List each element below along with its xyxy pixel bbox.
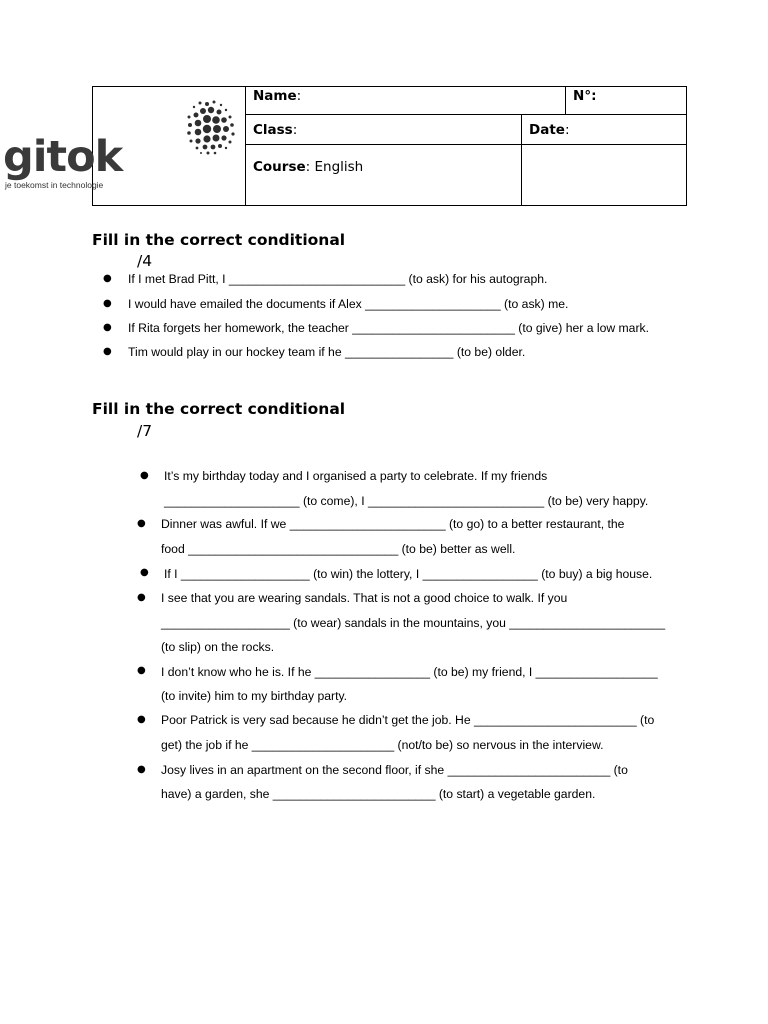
logo-wordmark: gitok [3, 132, 123, 182]
bullet-icon: ● [137, 592, 146, 603]
section2-line: Dinner was awful. If we _______________________ (to go) to a better restaurant, the [161, 517, 625, 531]
date-field[interactable]: Date: [522, 115, 687, 145]
number-field[interactable] [566, 87, 687, 115]
section2-title: Fill in the correct conditional [92, 400, 346, 418]
section2-line: ___________________ (to wear) sandals in the mountains, you _______________________ [161, 616, 666, 630]
section2-line: I see that you are wearing sandals. That is not a good choice to walk. If you [161, 591, 568, 605]
section1-title: Fill in the correct conditional [92, 231, 346, 249]
class-label: Class [253, 121, 293, 138]
name-field[interactable]: Name: [246, 87, 566, 115]
section2-line: have) a garden, she ________________________ (to start) a vegetable garden. [161, 787, 596, 801]
name-label: Name [253, 88, 297, 104]
bullet-icon: ● [140, 567, 149, 578]
bullet-icon: ● [140, 470, 149, 481]
section2-line: (to invite) him to my birthday party. [161, 689, 348, 703]
bullet-icon: ● [137, 518, 146, 529]
course-field [246, 145, 522, 206]
course-label: Course [253, 159, 306, 175]
section2-line: Josy lives in an apartment on the second floor, if she ________________________ (to [161, 763, 628, 777]
number-label: N°: [573, 88, 597, 104]
section2-line: I don’t know who he is. If he _________________ (to be) my friend, I __________________ [161, 665, 658, 679]
bullet-icon: ● [103, 322, 112, 333]
section1-item: If Rita forgets her homework, the teacher ________________________ (to give) her a low mark. [128, 321, 649, 335]
bullet-icon: ● [103, 298, 112, 309]
gitok-logo-dots-icon [178, 97, 236, 157]
bullet-icon: ● [137, 764, 146, 775]
section2-line: It’s my birthday today and I organised a party to celebrate. If my friends [164, 469, 548, 483]
section1-item: If I met Brad Pitt, I __________________________ (to ask) for his autograph. [128, 272, 548, 286]
bullet-icon: ● [137, 665, 146, 676]
section2-line: ____________________ (to come), I __________________________ (to be) very happy. [164, 494, 649, 508]
class-field[interactable]: Class: [246, 115, 522, 145]
section2-line: get) the job if he _____________________ (not/to be) so nervous in the interview. [161, 738, 604, 752]
section1-item: Tim would play in our hockey team if he ________________ (to be) older. [128, 345, 526, 359]
section2-score: /7 [137, 422, 153, 440]
section1-score: /4 [137, 252, 153, 270]
section2-line: food _______________________________ (to be) better as well. [161, 542, 516, 556]
section2-line: If I ___________________ (to win) the lottery, I _________________ (to buy) a big house. [164, 567, 653, 581]
course-value: : English [305, 159, 364, 175]
empty-field[interactable] [522, 145, 687, 206]
bullet-icon: ● [137, 714, 146, 725]
section2-line: Poor Patrick is very sad because he didn’t get the job. He ________________________ (to [161, 713, 655, 727]
bullet-icon: ● [103, 273, 112, 284]
section1-item: I would have emailed the documents if Alex ____________________ (to ask) me. [128, 297, 569, 311]
logo-tagline: je toekomst in technologie [5, 180, 104, 190]
date-label: Date [529, 121, 565, 138]
section2-line: (to slip) on the rocks. [161, 640, 275, 654]
bullet-icon: ● [103, 346, 112, 357]
